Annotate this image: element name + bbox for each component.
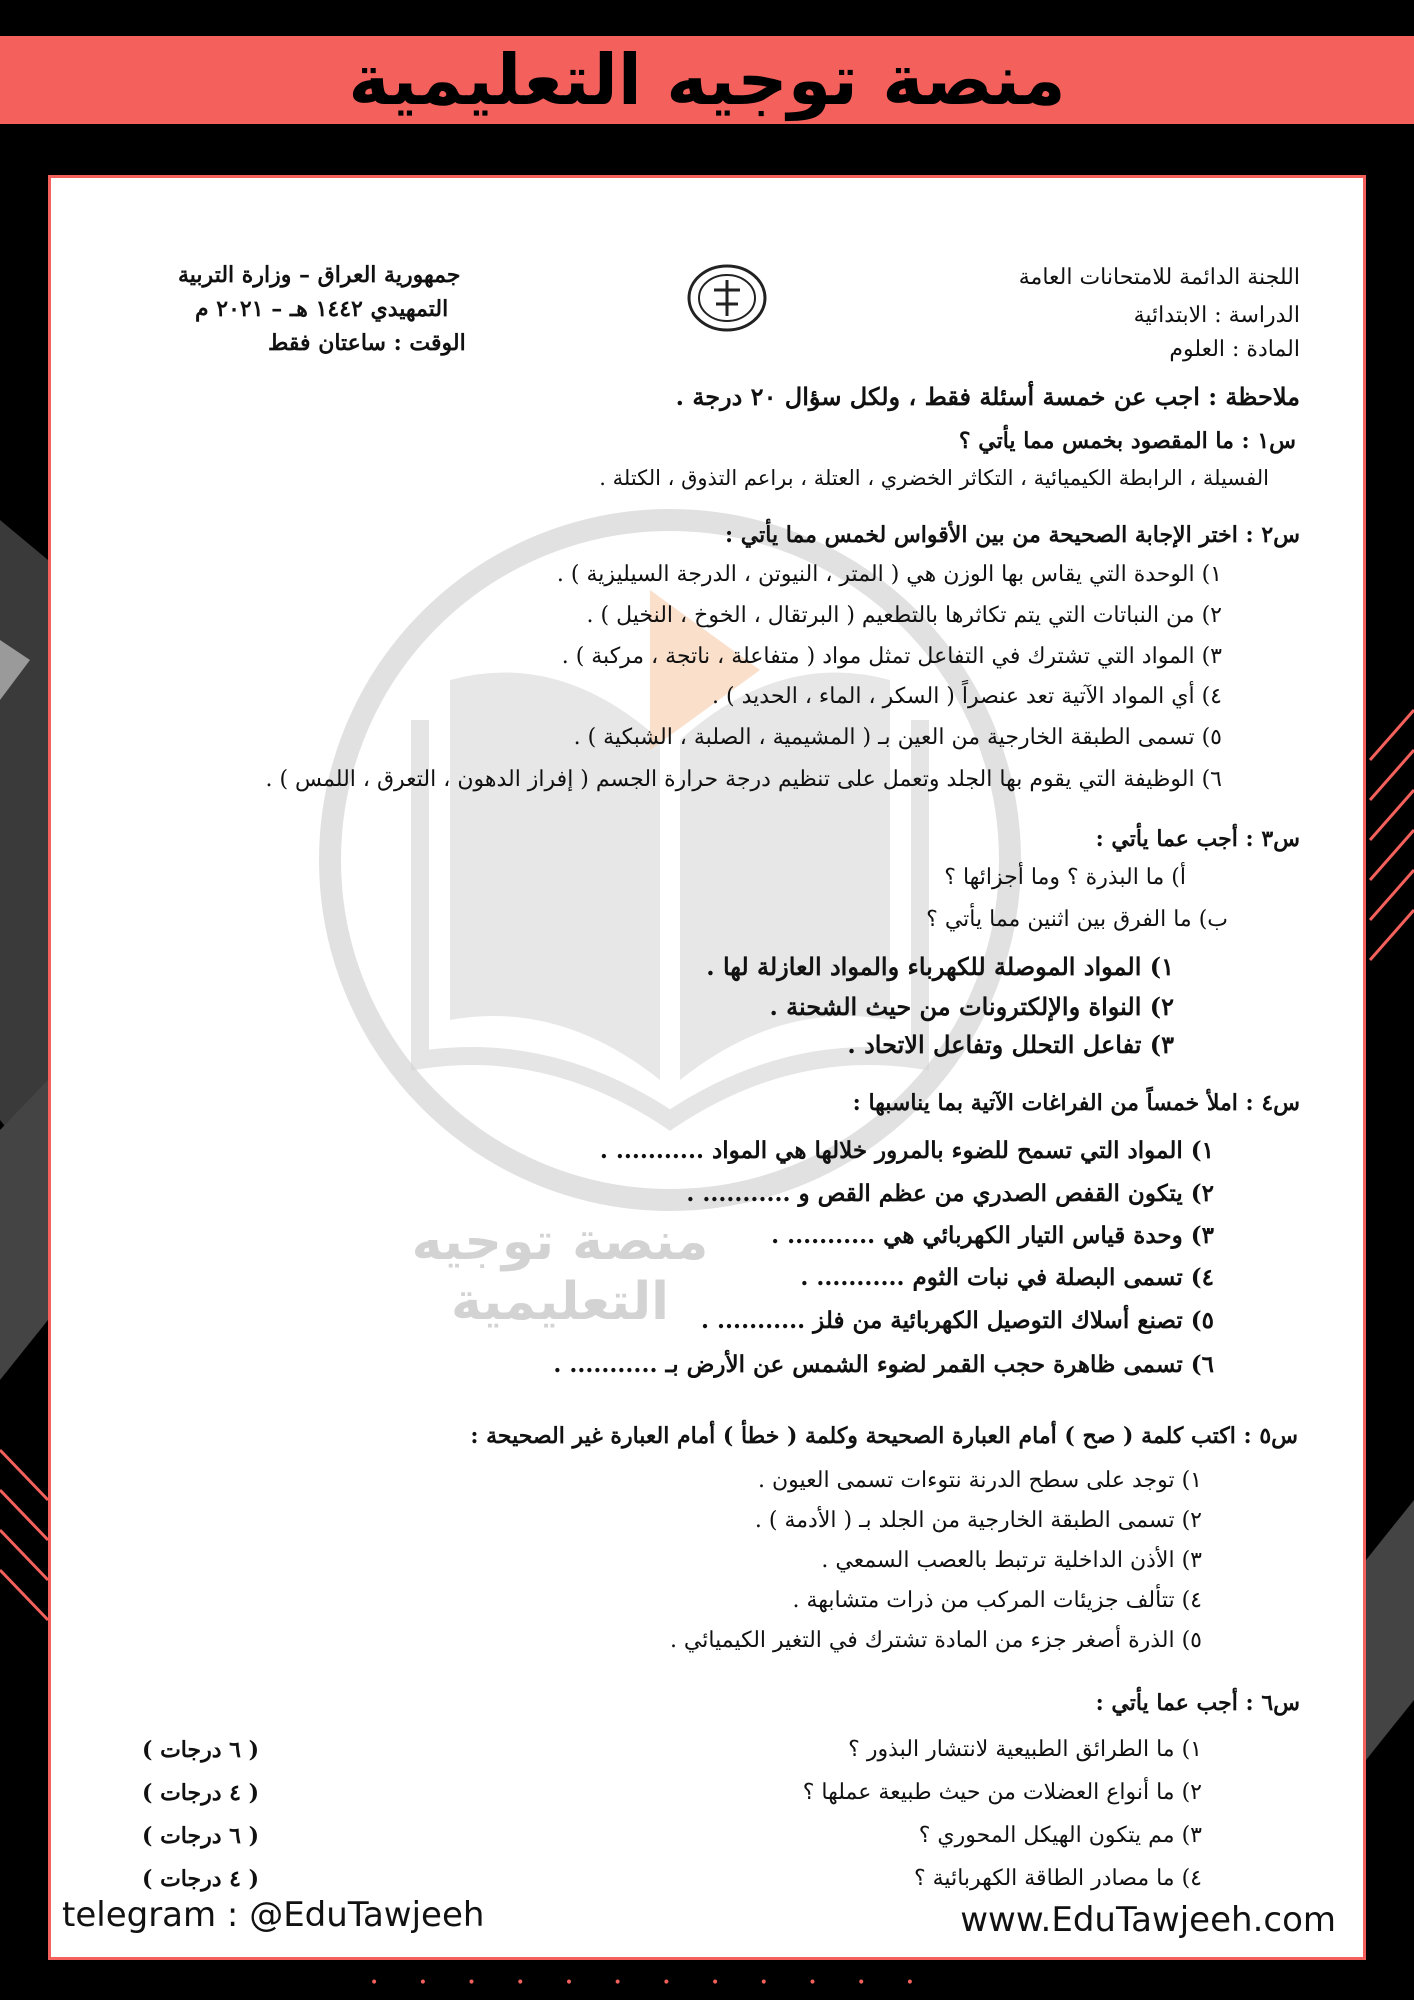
q6-title: س٦ : أجب عما يأتي : xyxy=(1095,1690,1300,1716)
q4-title: س٤ : املأ خمساً من الفراغات الآتية بما يناسبها : xyxy=(852,1090,1300,1116)
q2-item: ٥) تسمى الطبقة الخارجية من العين بـ ( المشيمية ، الصلبة ، الشبكية ) . xyxy=(573,725,1222,750)
q6-marks: ( ٤ درجات ) xyxy=(142,1780,260,1806)
exam-note: ملاحظة : اجب عن خمسة أسئلة فقط ، ولكل سؤال ٢٠ درجة . xyxy=(675,382,1300,411)
committee-name: اللجنة الدائمة للامتحانات العامة xyxy=(1018,265,1300,290)
subject: المادة : العلوم xyxy=(1169,337,1300,362)
q4-item: ١) المواد التي تسمح للضوء بالمرور خلالها هي المواد ........... . xyxy=(599,1137,1214,1164)
q6-item: ١) ما الطرائق الطبيعية لانتشار البذور ؟ xyxy=(848,1737,1202,1762)
q3-title: س٣ : أجب عما يأتي : xyxy=(1095,826,1300,852)
q4-item: ٣) وحدة قياس التيار الكهربائي هي ........... . xyxy=(771,1222,1214,1249)
ministry-seal-icon xyxy=(684,262,770,334)
q3-item: ١) المواد الموصلة للكهرباء والمواد العازلة لها . xyxy=(706,952,1174,981)
banner-title: منصة توجيه التعليمية xyxy=(348,39,1066,121)
q2-item: ٢) من النباتات التي يتم تكاثرها بالتطعيم ( البرتقال ، الخوخ ، النخيل ) . xyxy=(586,603,1222,628)
q3-part-b: ب) ما الفرق بين اثنين مما يأتي ؟ xyxy=(926,907,1228,932)
exam-time: الوقت : ساعتان فقط xyxy=(268,330,466,356)
q5-title: س٥ : اكتب كلمة ( صح ) أمام العبارة الصحيحة وكلمة ( خطأ ) أمام العبارة غير الصحيحة : xyxy=(470,1423,1298,1449)
q3-item: ٢) النواة والإلكترونات من حيث الشحنة . xyxy=(769,992,1174,1021)
q5-item: ١) توجد على سطح الدرنة نتوءات تسمى العيون . xyxy=(757,1468,1202,1493)
q4-item: ٢) يتكون القفص الصدري من عظم القص و ........... . xyxy=(686,1180,1214,1207)
q2-item: ٤) أي المواد الآتية تعد عنصراً ( السكر ، الماء ، الحديد ) . xyxy=(712,684,1222,709)
q5-item: ٢) تسمى الطبقة الخارجية من الجلد بـ ( الأدمة ) . xyxy=(754,1508,1202,1533)
q6-item: ٣) مم يتكون الهيكل المحوري ؟ xyxy=(918,1823,1202,1848)
q2-item: ١) الوحدة التي يقاس بها الوزن هي ( المتر ، النيوتن ، الدرجة السيليزية ) . xyxy=(556,562,1222,587)
telegram-handle: telegram : @EduTawjeeh xyxy=(62,1895,485,1935)
book-play-logo-icon xyxy=(290,480,1050,1240)
q6-marks: ( ٦ درجات ) xyxy=(142,1823,260,1849)
republic-ministry: جمهورية العراق – وزارة التربية xyxy=(178,262,461,288)
q6-marks: ( ٤ درجات ) xyxy=(142,1866,260,1892)
q5-item: ٣) الأذن الداخلية ترتبط بالعصب السمعي . xyxy=(821,1548,1202,1573)
q6-item: ٢) ما أنواع العضلات من حيث طبيعة عملها ؟ xyxy=(802,1780,1202,1805)
watermark-text: منصة توجيه التعليمية xyxy=(411,1212,709,1332)
header-banner xyxy=(0,36,1414,124)
q1-terms: الفسيلة ، الرابطة الكيميائية ، التكاثر الخضري ، العتلة ، براعم التذوق ، الكتلة . xyxy=(599,466,1269,490)
q4-item: ٦) تسمى ظاهرة حجب القمر لضوء الشمس عن الأرض بـ ........... . xyxy=(553,1351,1214,1378)
exam-year: التمهيدي ١٤٤٢ هـ – ٢٠٢١ م xyxy=(195,296,449,322)
q3-item: ٣) تفاعل التحلل وتفاعل الاتحاد . xyxy=(847,1030,1174,1059)
q6-marks: ( ٦ درجات ) xyxy=(142,1737,260,1763)
q2-title: س٢ : اختر الإجابة الصحيحة من بين الأقواس لخمس مما يأتي : xyxy=(725,522,1300,548)
q3-part-a: أ) ما البذرة ؟ وما أجزائها ؟ xyxy=(944,865,1186,890)
q4-item: ٥) تصنع أسلاك التوصيل الكهربائية من فلز ........... . xyxy=(701,1307,1214,1334)
q2-item: ٣) المواد التي تشترك في التفاعل تمثل مواد ( متفاعلة ، ناتجة ، مركبة ) . xyxy=(561,644,1222,669)
website-link[interactable]: www.EduTawjeeh.com xyxy=(960,1900,1336,1940)
q1-title: س١ : ما المقصود بخمس مما يأتي ؟ xyxy=(958,428,1296,454)
q4-item: ٤) تسمى البصلة في نبات الثوم ........... . xyxy=(800,1264,1214,1291)
q5-item: ٥) الذرة أصغر جزء من المادة تشترك في التغير الكيميائي . xyxy=(669,1628,1202,1653)
decorative-dots: • • • • • • • • • • • • xyxy=(370,1975,933,1991)
study-level: الدراسة : الابتدائية xyxy=(1133,303,1300,328)
q5-item: ٤) تتألف جزيئات المركب من ذرات متشابهة . xyxy=(792,1588,1202,1613)
q2-item: ٦) الوظيفة التي يقوم بها الجلد وتعمل على تنظيم درجة حرارة الجسم ( إفراز الدهون ، التعرق ، اللمس ) . xyxy=(265,767,1222,792)
q6-item: ٤) ما مصادر الطاقة الكهربائية ؟ xyxy=(913,1866,1202,1891)
